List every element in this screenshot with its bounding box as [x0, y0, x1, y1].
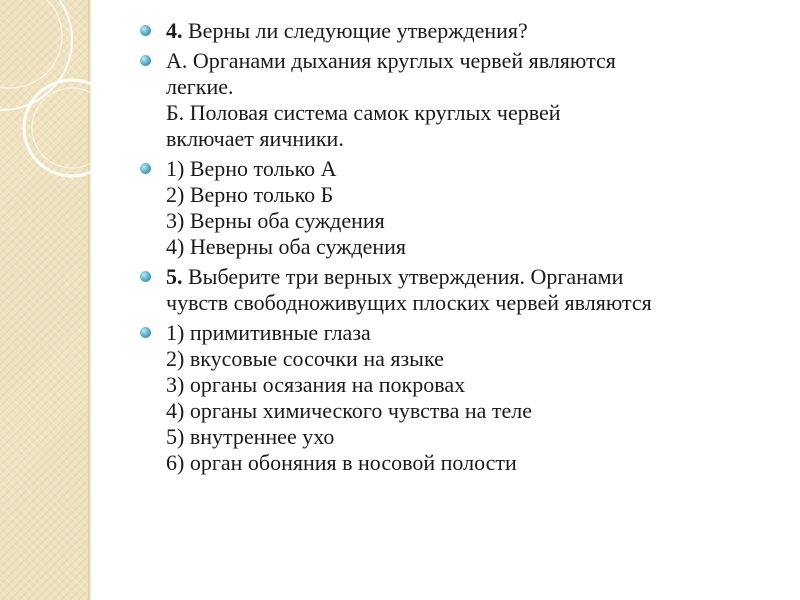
bullet-icon	[140, 55, 151, 66]
answer-option: 3) Верны оба суждения	[166, 208, 385, 233]
answer-option: 2) Верно только Б	[166, 182, 334, 207]
answer-option: 3) органы осязания на покровах	[166, 372, 466, 397]
decorative-circles-icon	[0, 0, 92, 600]
question-text: чувств свободноживущих плоских червей являются	[166, 290, 652, 315]
statement-b-line: включает яичники.	[166, 126, 344, 151]
statement-b-line: Б. Половая система самок круглых червей	[166, 100, 561, 125]
question-text: Верны ли следующие утверждения?	[182, 18, 528, 43]
question-5-options	[140, 320, 790, 476]
answer-option: 6) орган обоняния в носовой полости	[166, 450, 517, 475]
bullet-icon	[140, 163, 151, 174]
statement-a-line: А. Органами дыхания круглых червей являются	[166, 48, 616, 73]
slide-content	[140, 18, 790, 480]
bullet-icon	[140, 327, 151, 338]
question-number: 5.	[166, 264, 183, 289]
answer-option: 4) органы химического чувства на теле	[166, 398, 533, 423]
answer-option: 1) Верно только А	[166, 156, 337, 181]
answer-option: 1) примитивные глаза	[166, 320, 371, 345]
question-4-statements	[140, 48, 790, 152]
question-text: Выберите три верных утверждения. Органами	[182, 264, 624, 289]
question-number: 4.	[166, 18, 183, 43]
answer-option: 4) Неверны оба суждения	[166, 234, 407, 259]
statement-a-line: легкие.	[166, 74, 234, 99]
question-4-options	[140, 156, 790, 260]
answer-option: 5) внутреннее ухо	[166, 424, 335, 449]
question-5-heading	[140, 264, 790, 316]
bullet-icon	[140, 271, 151, 282]
answer-option: 2) вкусовые сосочки на языке	[166, 346, 444, 371]
question-4-heading	[140, 18, 790, 44]
bullet-icon	[140, 25, 151, 36]
